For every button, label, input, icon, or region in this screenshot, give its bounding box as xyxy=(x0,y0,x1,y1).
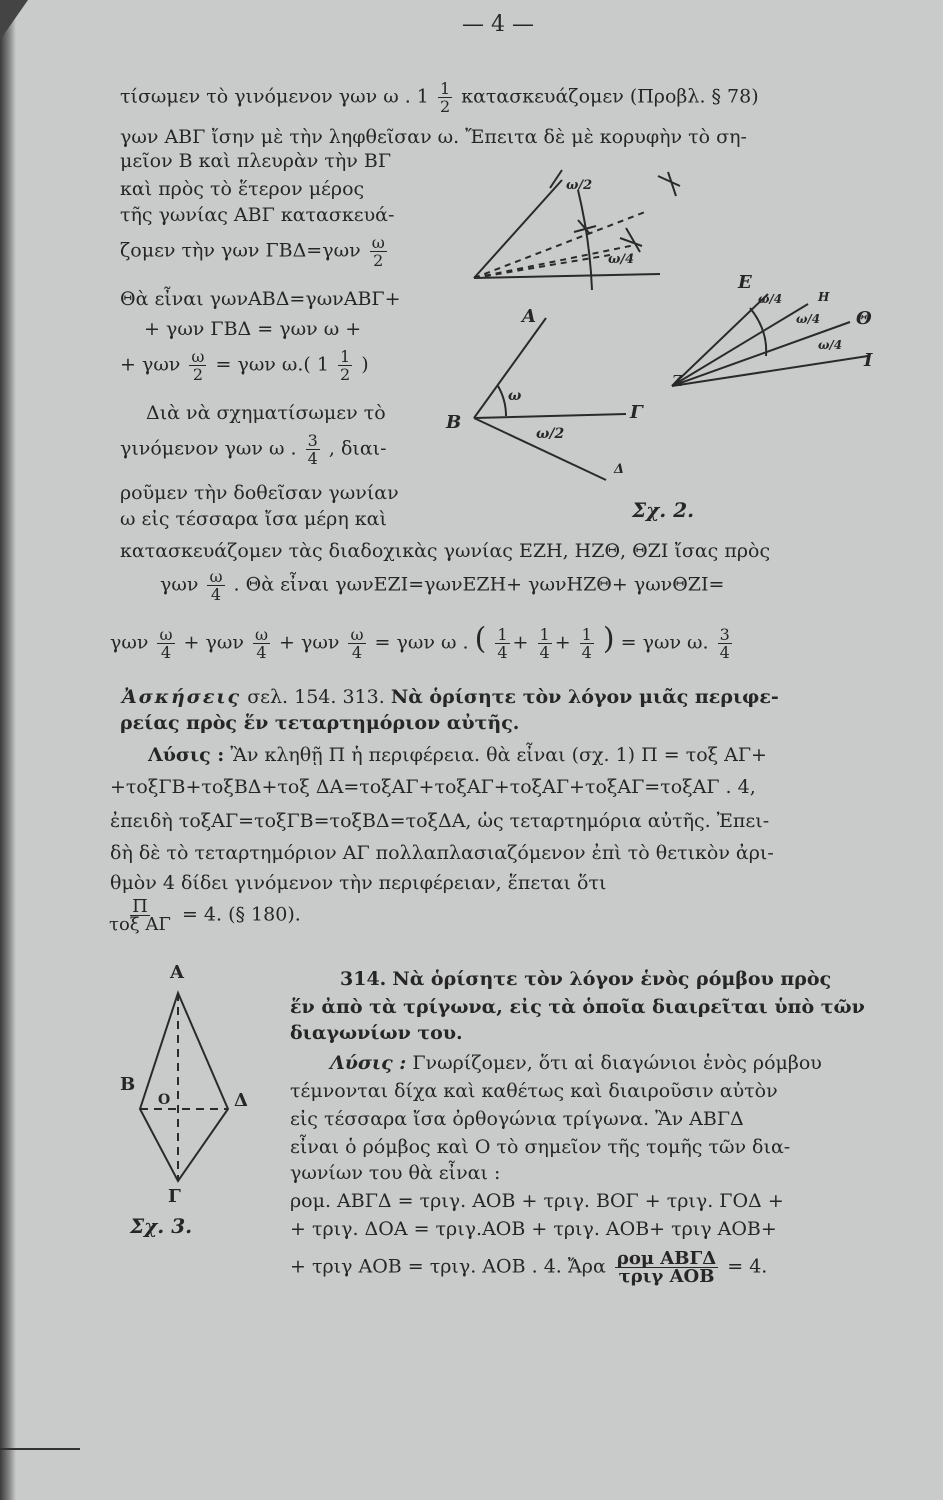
ray xyxy=(474,274,660,278)
fraction: $\frac{1}{4}$ xyxy=(581,625,592,662)
text-line: ρομ. ΑΒΓΔ = τριγ. ΑΟΒ + τριγ. ΒΟΓ + τριγ. ΓΟΔ + xyxy=(290,1190,784,1212)
text-line: ροῦμεν τὴν δοθεῖσαν γωνίαν xyxy=(120,482,399,504)
text-line: Διὰ νὰ σχηματίσωμεν τὸ xyxy=(146,402,386,424)
fig2-label: ω/4 xyxy=(758,292,783,306)
fig2-label: ω/4 xyxy=(796,312,821,326)
fraction: $\frac{\Pi}{\text{τοξ ΑΓ}}$ xyxy=(109,896,171,935)
ray xyxy=(672,356,868,386)
text-line: κατασκευάζομεν τὰς διαδοχικὰς γωνίας ΕΖΗ, ΗΖΘ, ΘΖΙ ἴσας πρὸς xyxy=(120,540,771,562)
fig2-label: Β xyxy=(446,412,462,433)
text-line: γωνίων του θὰ εἶναι : xyxy=(290,1162,501,1184)
text-line: Θὰ εἶναι γωνΑΒΔ=γωνΑΒΓ+ xyxy=(120,288,401,310)
ray xyxy=(474,212,645,278)
fraction: $\frac{1}{4}$ xyxy=(539,625,550,662)
text-line: καὶ πρὸς τὸ ἕτερον μέρος xyxy=(120,178,365,200)
fraction: $\frac{1}{4}$ xyxy=(497,625,508,662)
text-line: ζομεν τὴν γων ΓΒΔ=γων $\frac{\omega}{2}$ xyxy=(120,233,385,270)
fig3-label: Β xyxy=(120,1074,136,1095)
fraction: $\frac{\omega}{4}$ xyxy=(209,567,223,604)
page-number: — 4 — xyxy=(462,12,534,37)
page-edge-shadow xyxy=(0,0,16,1500)
text-line: τίσωμεν τὸ γινόμενον γων ω . 1 $\frac{1}{2}$ κατασκευάζομεν (Προβλ. § 78) xyxy=(120,79,759,116)
fig2-label: Α xyxy=(522,306,536,327)
fig2-label: Θ xyxy=(856,308,872,329)
exercise-313-heading: Ἀσκήσεις σελ. 154. 313. Νὰ ὁρίσητε τὸν λόγον μιᾶς περιφε- xyxy=(122,686,779,708)
equation-line: γων $\frac{\omega}{4}$ + γων $\frac{\omega}{4}$ + γων $\frac{\omega}{4}$ = γων ω . ( $\frac{1}{4}$ + $\frac{1}{4}$ + $\frac{1}{4}$ ) = γων ω. $\frac{3}{4}$ xyxy=(110,621,730,662)
text-line: τῆς γωνίας ΑΒΓ κατασκευά- xyxy=(120,204,395,226)
fig2-label: Γ xyxy=(630,402,643,423)
text-line: +τοξΓΒ+τοξΒΔ+τοξ ΔΑ=τοξΑΓ+τοξΑΓ+τοξΑΓ+τοξΑΓ=τοξΑΓ . 4, xyxy=(110,776,756,798)
fig3-label: Α xyxy=(170,962,184,983)
fig2-label: Ι xyxy=(864,350,873,371)
text-line: + γων $\frac{\omega}{2}$ = γων ω.( 1 $\frac{1}{2}$ ) xyxy=(120,347,369,384)
exercise-313-solution: Λύσις : Ἂν κληθῇ Π ἡ περιφέρεια. θὰ εἶναι (σχ. 1) Π = τοξ ΑΓ+ xyxy=(148,744,767,766)
ray xyxy=(474,180,562,278)
equation-line: + τριγ ΑΟΒ = τριγ. ΑΟΒ . 4. Ἄρα $\frac{\text{ρομ ΑΒΓΔ}}{\text{τριγ ΑΟΒ}}$ = 4. xyxy=(290,1248,768,1287)
exercise-314-solution: Λύσις : Γνωρίζομεν, ὅτι αἱ διαγώνιοι ἑνὸς ρόμβου xyxy=(330,1052,822,1074)
text-line: θμὸν 4 δίδει γινόμενον τὴν περιφέρειαν, ἕπεται ὅτι xyxy=(110,872,607,894)
fraction: $\frac{\omega}{2}$ xyxy=(191,347,205,384)
text-line: ω εἰς τέσσαρα ἴσα μέρη καὶ xyxy=(120,508,387,530)
fraction: $\frac{3}{4}$ xyxy=(307,431,318,468)
fig3-label: Γ xyxy=(168,1186,181,1207)
text-line: + γων ΓΒΔ = γων ω + xyxy=(144,318,362,340)
fraction: $\frac{\omega}{4}$ xyxy=(350,625,364,662)
figure-2-diagram xyxy=(450,150,920,550)
fraction: $\frac{\omega}{4}$ xyxy=(159,625,173,662)
arc-mark xyxy=(620,238,642,246)
fig2-label: ω xyxy=(508,388,522,404)
text-line: ἕν ἀπὸ τὰ τρίγωνα, εἰς τὰ ὁποῖα διαιρεῖται ὑπὸ τῶν xyxy=(290,996,865,1018)
fraction: $\frac{1}{2}$ xyxy=(439,79,451,116)
fig2-label: ω/2 xyxy=(536,426,565,442)
text-line: εἶναι ὁ ρόμβος καὶ Ο τὸ σημεῖον τῆς τομῆς τῶν δια- xyxy=(290,1136,791,1158)
fig2-label: ω/4 xyxy=(608,252,635,267)
figure-2-caption: Σχ. 2. xyxy=(632,498,695,522)
ray xyxy=(474,414,626,418)
exercise-314-heading: 314. Νὰ ὁρίσητε τὸν λόγον ἑνὸς ρόμβου πρὸς xyxy=(340,968,832,990)
rhombus xyxy=(140,993,228,1181)
fig2-label: ω/4 xyxy=(818,338,843,352)
text-line: τέμνονται δίχα καὶ καθέτως καὶ διαιροῦσιν αὐτὸν xyxy=(290,1080,778,1102)
fig3-label: Ο xyxy=(158,1092,171,1108)
fig2-label: ω/2 xyxy=(566,178,593,193)
fig2-label: Ε xyxy=(738,272,752,293)
fig3-label: Δ xyxy=(234,1090,248,1111)
fraction: $\frac{\text{ρομ ΑΒΓΔ}}{\text{τριγ ΑΟΒ}}$ xyxy=(616,1248,717,1287)
text-line: + τριγ. ΔΟΑ = τριγ.ΑΟΒ + τριγ. ΑΟΒ+ τριγ ΑΟΒ+ xyxy=(290,1218,777,1240)
arc xyxy=(750,308,766,356)
fig2-label: Ζ xyxy=(672,372,683,390)
text-line: μεῖον Β καὶ πλευρὰν τὴν ΒΓ xyxy=(120,150,392,172)
fig2-label: Δ xyxy=(614,462,625,477)
fraction: $\frac{\omega}{2}$ xyxy=(371,233,385,270)
fraction: $\frac{3}{4}$ xyxy=(719,625,730,662)
ray xyxy=(672,294,768,386)
footer-rule xyxy=(0,1448,80,1450)
equation-line: $\frac{\Pi}{\text{τοξ ΑΓ}}$ = 4. (§ 180). xyxy=(109,896,301,935)
text-line: γινόμενον γων ω . $\frac{3}{4}$ , διαι- xyxy=(120,431,387,468)
text-line: διαγωνίων του. xyxy=(290,1022,463,1044)
fraction: $\frac{1}{2}$ xyxy=(340,347,351,384)
exercise-313-prompt: ρείας πρὸς ἕν τεταρτημόριον αὐτῆς. xyxy=(120,712,520,734)
text-line: γων ΑΒΓ ἴσην μὲ τὴν ληφθεῖσαν ω. Ἔπειτα δὲ μὲ κορυφὴν τὸ ση- xyxy=(120,126,747,148)
text-line: ἐπειδὴ τοξΑΓ=τοξΓΒ=τοξΒΔ=τοξΔΑ, ὡς τεταρτημόρια αὐτῆς. Ἐπει- xyxy=(110,810,770,832)
text-line: γων $\frac{\omega}{4}$ . Θὰ εἶναι γωνΕΖΙ=γωνΕΖΗ+ γωνΗΖΘ+ γωνΘΖΙ= xyxy=(160,567,725,604)
arc xyxy=(498,386,506,416)
figure-3-caption: Σχ. 3. xyxy=(130,1214,193,1238)
fraction: $\frac{\omega}{4}$ xyxy=(254,625,268,662)
figure-3-diagram xyxy=(118,985,238,1195)
text-line: δὴ δὲ τὸ τεταρτημόριον ΑΓ πολλαπλασιαζόμενον ἐπὶ τὸ θετικὸν ἀρι- xyxy=(110,842,774,864)
text-line: εἰς τέσσαρα ἴσα ὀρθογώνια τρίγωνα. Ἂν ΑΒΓΔ xyxy=(290,1108,744,1130)
fig2-label: Η xyxy=(818,290,830,304)
